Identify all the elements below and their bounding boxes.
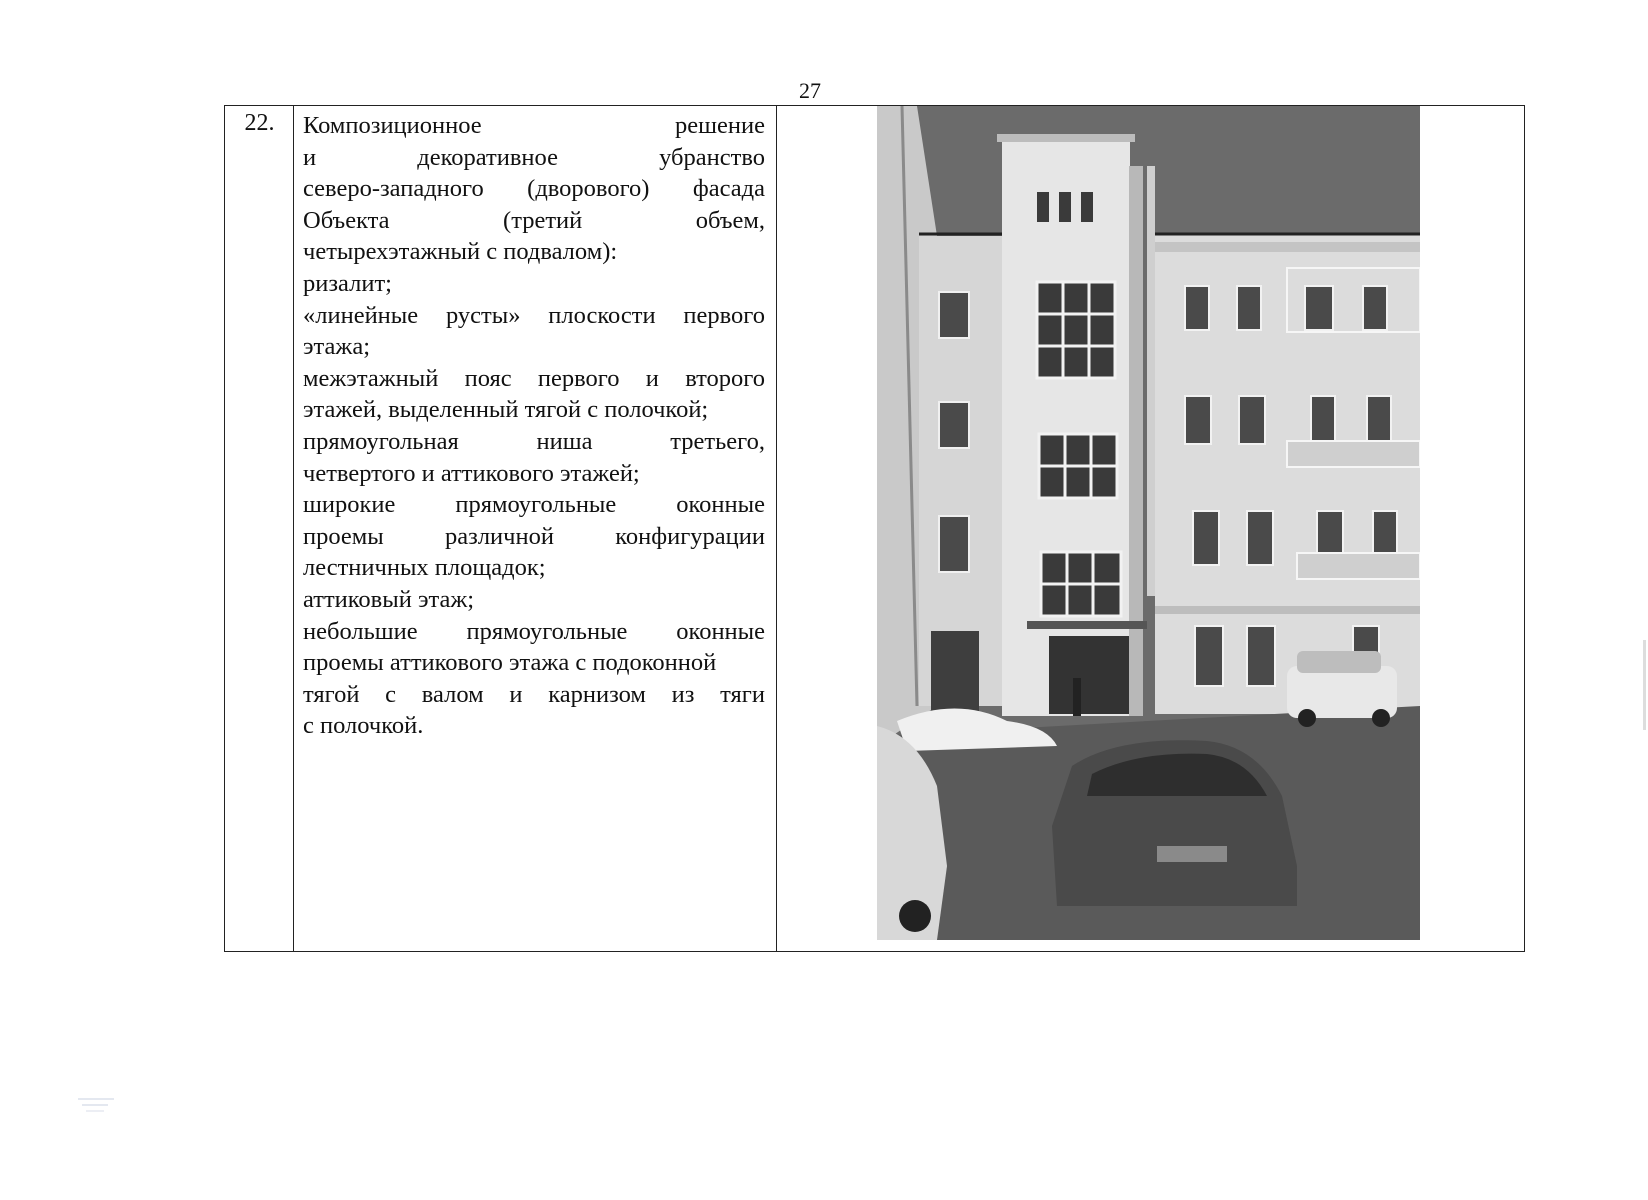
description-word: плоскости: [548, 301, 656, 329]
description-line: [303, 300, 765, 332]
description-line: [303, 142, 765, 174]
description-word: прямоугольная: [303, 427, 459, 455]
description-word: убранство: [659, 143, 765, 171]
description-word: прямоугольные: [455, 491, 617, 519]
description-word: валом: [421, 680, 484, 708]
scan-edge-mark: [1643, 640, 1646, 730]
description-word: первого: [683, 301, 765, 329]
description-line: [303, 173, 765, 205]
description-word: четвертого и аттикового этажей;: [303, 459, 640, 487]
description-word: проемы аттикового этажа с подоконной: [303, 649, 717, 677]
description-word: «линейные: [303, 301, 419, 329]
description-word: оконные: [676, 617, 765, 645]
description-word: четырехэтажный с подвалом):: [303, 238, 618, 266]
row-description: [303, 110, 765, 742]
description-word: этажа;: [303, 333, 371, 361]
description-word: Объекта: [303, 206, 390, 234]
description-word: этажей, выделенный тягой с полочкой;: [303, 396, 709, 424]
description-word: (третий: [503, 206, 583, 234]
description-line: [303, 584, 765, 616]
description-word: решение: [675, 112, 765, 139]
description-word: конфигурации: [615, 522, 765, 550]
description-line: [303, 205, 765, 237]
description-word: тяги: [720, 680, 765, 708]
description-word: прямоугольные: [466, 617, 628, 645]
description-line: [303, 331, 765, 363]
description-word: оконные: [676, 491, 765, 519]
object-elements-table: [224, 105, 1525, 952]
description-word: с: [385, 680, 397, 708]
description-word: фасада: [692, 175, 765, 203]
description-line: [303, 110, 765, 142]
description-word: ризалит;: [303, 269, 392, 297]
description-word: межэтажный: [303, 364, 439, 392]
description-word: русты»: [445, 301, 521, 329]
description-word: аттиковый этаж;: [303, 585, 475, 613]
description-word: широкие: [303, 491, 396, 519]
description-line: [303, 710, 765, 742]
description-word: второго: [685, 364, 765, 392]
description-word: лестничных площадок;: [303, 554, 546, 582]
description-line: [303, 647, 765, 679]
description-line: [303, 616, 765, 648]
description-word: и: [509, 680, 523, 708]
main-door: [1049, 636, 1129, 714]
description-line: [303, 363, 765, 395]
description-word: с полочкой.: [303, 712, 424, 740]
description-word: из: [671, 680, 695, 708]
description-line: [303, 679, 765, 711]
description-word: ниша: [536, 427, 593, 455]
description-word: объем,: [695, 206, 765, 234]
description-word: пояс: [464, 364, 512, 392]
scan-artifact: [78, 1095, 118, 1115]
description-word: первого: [537, 364, 620, 392]
description-line: [303, 552, 765, 584]
description-word: и: [303, 143, 317, 171]
description-line: [303, 268, 765, 300]
description-line: [303, 489, 765, 521]
description-word: небольшие: [303, 617, 418, 645]
description-word: проемы: [303, 522, 384, 550]
description-word: северо-западного: [303, 175, 484, 203]
pedestrian: [1073, 678, 1081, 716]
facade-photo: [877, 106, 1420, 940]
description-word: (дворового): [527, 175, 650, 203]
description-word: тягой: [303, 680, 360, 708]
row-number: 22.: [244, 110, 275, 136]
description-word: и: [645, 364, 659, 392]
description-line: [303, 521, 765, 553]
description-word: Композиционное: [303, 112, 482, 139]
description-line: [303, 236, 765, 268]
photo-cell: [777, 106, 1524, 951]
description-word: карнизом: [548, 680, 646, 708]
description-line: [303, 458, 765, 490]
description-line: [303, 394, 765, 426]
drainpipe: [1129, 166, 1143, 716]
description-word: декоративное: [417, 143, 558, 171]
description-line: [303, 426, 765, 458]
side-door: [931, 631, 979, 711]
description-word: третьего,: [670, 427, 765, 455]
description-word: различной: [445, 522, 554, 550]
page-number: 27: [799, 78, 821, 103]
